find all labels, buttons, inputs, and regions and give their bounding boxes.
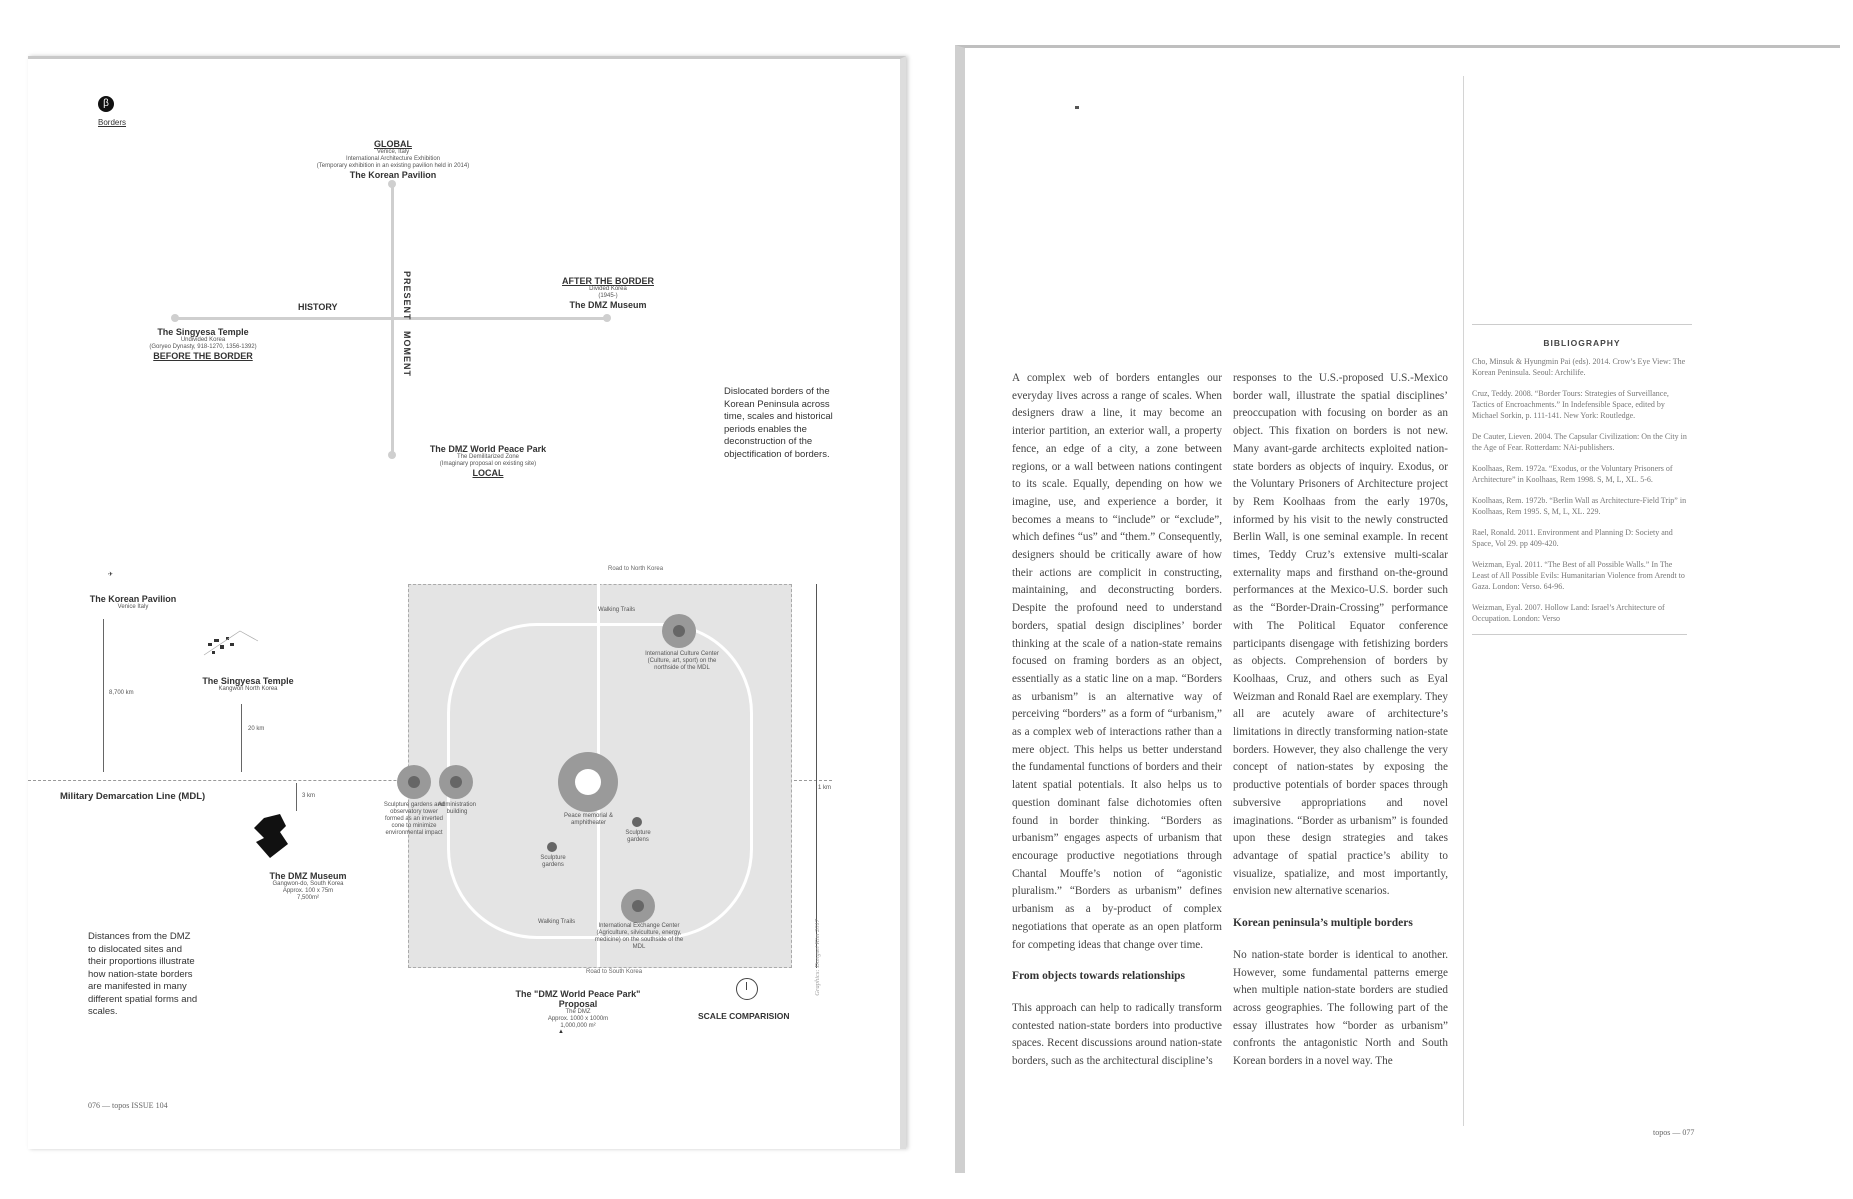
moment-label: MOMENT bbox=[402, 331, 412, 377]
culture-center-label: International Culture Center (Culture, art, sport) on the northside of the MDL bbox=[645, 651, 719, 671]
distance-label: 20 km bbox=[248, 726, 265, 732]
location-pin-icon: ✈ bbox=[108, 572, 114, 578]
global-label: GLOBAL bbox=[374, 139, 412, 149]
history-label: HISTORY bbox=[298, 302, 338, 312]
sculpture-garden-dot bbox=[547, 842, 557, 852]
museum-title: The DMZ Museum bbox=[269, 871, 347, 881]
road-south-label: Road to South Korea bbox=[586, 969, 643, 975]
page-speck bbox=[1075, 106, 1079, 109]
bib-rule bbox=[1472, 324, 1692, 325]
local-label: LOCAL bbox=[472, 468, 504, 478]
bib-entry: De Cauter, Lieven. 2004. The Capsular Civilization: On the City in the Age of Fear. Rotterdam: NAi-publishers. bbox=[1472, 432, 1687, 452]
paragraph: This approach can help to radically transform contested nation-state borders into productive spaces. Recent discussions around nation-state borders, such as the architectural discipline’s bbox=[1012, 1001, 1222, 1068]
bib-end-rule bbox=[1472, 634, 1687, 635]
sculpture-garden-dot bbox=[632, 817, 642, 827]
column-divider bbox=[1463, 76, 1464, 1126]
pavilion-title: The Korean Pavilion bbox=[89, 594, 177, 604]
global-line: Venice, Italy bbox=[376, 149, 410, 155]
temple-sub: Kangwon North Korea bbox=[218, 686, 278, 692]
sculpture-tower-marker bbox=[397, 765, 431, 799]
graphics-credit: Graphics: Dongsei Kim 2017 bbox=[814, 919, 821, 996]
sculpture-garden-label: Sculpture gardens bbox=[540, 855, 566, 868]
bib-entry: Cho, Minsuk & Hyungmin Pai (eds). 2014. Crow’s Eye View: The Korean Peninsula. Seoul: Archilife. bbox=[1472, 357, 1686, 377]
local-line: (Imaginary proposal on existing site) bbox=[439, 461, 537, 467]
paragraph: No nation-state border is identical to another. However, some fundamental patterns emerge when multiple nation-state borders are studied across geographies. The following part of the essay illustrates how “border as urbanism” confronts the antagonistic North and South Korean borders in a novel way. The bbox=[1233, 948, 1448, 1068]
museum-line: 7,500m² bbox=[296, 895, 319, 901]
subheading: From objects towards relationships bbox=[1012, 970, 1186, 983]
exchange-center-label: International Exchange Center (Agriculture, silviculture, energy, medicine) on the southside of the MDL bbox=[594, 923, 684, 950]
bib-entry: Koolhaas, Rem. 1972a. “Exodus, or the Voluntary Prisoners of Architecture” in Koolhaas, Rem 1998. S, M, L, XL. 5-6. bbox=[1472, 464, 1673, 484]
peace-memorial-label: Peace memorial & amphitheater bbox=[563, 813, 614, 826]
pavilion-sub: Venice Italy bbox=[117, 604, 149, 610]
before-title: The Singyesa Temple bbox=[157, 327, 249, 337]
global-line: International Architecture Exhibition bbox=[345, 156, 441, 162]
before-label: BEFORE THE BORDER bbox=[153, 351, 253, 361]
museum-line: Approx. 100 x 75m bbox=[282, 888, 334, 894]
global-line: (Temporary exhibition in an existing pavilion held in 2014) bbox=[316, 163, 470, 169]
page-footer-right: topos — 077 bbox=[1653, 1128, 1695, 1137]
proposal-line: Approx. 1000 x 1000m bbox=[547, 1016, 609, 1022]
local-title: The DMZ World Peace Park bbox=[429, 444, 547, 454]
caption-bottom: Distances from the DMZ to dislocated sites and their proportions illustrate how nation-state borders are manifested in many different spatial forms and scales. bbox=[88, 931, 198, 1017]
after-line: (1945-) bbox=[598, 293, 618, 299]
bib-entry: Cruz, Teddy. 2008. “Border Tours: Strategies of Surveillance, Tactics of Encroachments.” In Indefensible Space, edited by Michael Sorkin, p. 111-141. New York: Routledge. bbox=[1472, 389, 1669, 420]
distance-label: 3 km bbox=[302, 793, 316, 799]
local-line: The Demilitarized Zone bbox=[456, 454, 520, 460]
section-icon: β bbox=[98, 96, 114, 112]
distance-line bbox=[241, 704, 242, 772]
text-column-1 bbox=[1012, 370, 1222, 1085]
scale-comparison-label: SCALE COMPARISION bbox=[698, 1011, 790, 1021]
left-page bbox=[28, 56, 906, 1149]
proposal-line: 1,000,000 m² bbox=[560, 1023, 596, 1029]
sculpture-tower-label: Sculpture gardens and observatory tower formed as an inverted cone to minimize environmental impact bbox=[383, 802, 445, 836]
after-title: The DMZ Museum bbox=[569, 300, 647, 310]
text-column-2 bbox=[1233, 370, 1448, 1085]
admin-building-label: Administration building bbox=[437, 802, 476, 815]
bib-entry: Rael, Ronald. 2011. Environment and Planning D: Society and Space, Vol 29. pp 409-420. bbox=[1472, 528, 1673, 548]
section-label: Borders bbox=[98, 118, 127, 127]
scale-circle-icon bbox=[736, 978, 758, 1000]
bib-entry: Weizman, Eyal. 2007. Hollow Land: Israel’s Architecture of Occupation. London: Verso bbox=[1472, 603, 1665, 623]
exchange-center-marker bbox=[621, 889, 655, 923]
road-north-label: Road to North Korea bbox=[608, 566, 664, 572]
sculpture-garden-label: Sculpture gardens bbox=[625, 830, 651, 843]
paragraph: responses to the U.S.-proposed U.S.-Mexico border wall, illustrate the spatial disciplines’ preoccupation with focusing on border as an object. This fixation on borders is not new. Many avant-garde architects exploited nation-state borders as objects of inquiry. Exodus, or the Voluntary Prisoners of Architecture project by Rem Koolhaas from the early 1970s, informed by his visit to the newly constructed Berlin Wall, is one seminal example. In recent times, Teddy Cruz’s extensive multi-scalar externality maps and firsthand on-the-ground performances at the Mexico-U.S. border such as the “Border-Drain-Crossing” performance with The Political Equator conference participants disengage with fetishizing borders as objects. Comprehension of borders by Koolhaas, Cruz, and others such as Eyal Weizman and Ronald Rael are exemplary. They all are acutely aware of architecture’s limitations in directly transforming nation-state borders. However, they also challenge the very concept of nation-states by exposing the productive potentials of border spaces through subversive appropriations and novel imaginations. “Border as urbanism” is founded upon these design strategies and takes advantage of spatial practice’s ability to visualize, spatialize, and most importantly, envision new alternative scenarios. bbox=[1233, 372, 1448, 898]
before-line: (Goryeo Dynasty, 918-1270, 1356-1392) bbox=[149, 344, 257, 350]
present-label: PRESENT bbox=[402, 271, 412, 321]
peace-memorial-marker bbox=[558, 752, 618, 812]
km-label: 1 km bbox=[818, 785, 832, 791]
museum-line: Gangwon-do, South Korea bbox=[272, 881, 344, 887]
bibliography-title: BIBLIOGRAPHY bbox=[1543, 338, 1621, 348]
distance-line bbox=[296, 783, 297, 811]
bib-entry: Weizman, Eyal. 2011. “The Best of all Possible Walls.” In The Least of All Possible Evils: Humanitarian Violence from Arendt to Gaza. London: Verso. 64-96. bbox=[1472, 560, 1685, 591]
proposal-line: The DMZ bbox=[565, 1009, 591, 1015]
caption-top: Dislocated borders of the Korean Peninsula across time, scales and historical periods enables the deconstruction of the objectification of borders. bbox=[724, 386, 833, 460]
global-title: The Korean Pavilion bbox=[349, 170, 437, 180]
page-footer-left: 076 — topos ISSUE 104 bbox=[88, 1101, 168, 1110]
proposal-title: The "DMZ World Peace Park" Proposal bbox=[515, 989, 641, 1009]
bibliography-list bbox=[1472, 356, 1687, 635]
bib-entry: Koolhaas, Rem. 1972b. “Berlin Wall as Architecture-Field Trip” in Koolhaas, Rem 1995. S, M, L, XL. 229. bbox=[1472, 496, 1687, 516]
museum-plan-icon bbox=[250, 812, 300, 860]
distance-label: 8,700 km bbox=[109, 690, 134, 696]
temple-title: The Singyesa Temple bbox=[202, 676, 294, 686]
north-arrow-icon: ▲ bbox=[558, 1029, 564, 1035]
mdl-label: Military Demarcation Line (MDL) bbox=[60, 791, 206, 802]
culture-center-marker bbox=[662, 614, 696, 648]
distance-line bbox=[103, 619, 104, 772]
after-line: Divided Korea bbox=[589, 286, 627, 292]
admin-building-marker bbox=[439, 765, 473, 799]
right-page bbox=[955, 45, 1840, 1173]
subheading: Korean peninsula’s multiple borders bbox=[1233, 917, 1413, 930]
walking-trails-label: Walking Trails bbox=[598, 607, 636, 613]
paragraph: A complex web of borders entangles our everyday lives across a range of scales. When designers draw a line, it may become an interior partition, an exterior wall, a property fence, an edge of a city, a zone between regions, or a wall between nations contingent to its scale. Equally, depending on how we imagine, use, and experience a border, it becomes a means to “include” or “exclude”, which defines “us” and “them.” Consequently, designers should be critically aware of how their actions are complicit in constructing, maintaining, and deconstructing borders. Despite the profound need to understand borders, spatial design disciplines’ border thinking at the scale of a nation-state remains focused on framing borders as an object, essentially as a static line on a map. “Borders as urbanism” is an alternative way of perceiving “borders” as a form of “urbanism,” as a complex web of interactions rather than a mere object. This helps us better understand the fundamental functions of borders and their latent spatial potentials. It also helps us to question dominant false dichotomies often found in border thinking. “Borders as urbanism” engages aspects of urbanism that encourage productive negotiations through Chantal Mouffe’s notion of “agonistic pluralism.” “Borders as urbanism” defines urbanism as a by-product of complex negotiations that operate as an open platform for competing ideas that change over time. bbox=[1012, 372, 1222, 951]
walking-trails-label: Walking Trails bbox=[538, 919, 576, 925]
after-label: AFTER THE BORDER bbox=[562, 276, 654, 286]
km-scale-line bbox=[816, 584, 817, 968]
temple-plan-icon bbox=[200, 627, 260, 667]
before-line: Undivided Korea bbox=[180, 337, 226, 343]
